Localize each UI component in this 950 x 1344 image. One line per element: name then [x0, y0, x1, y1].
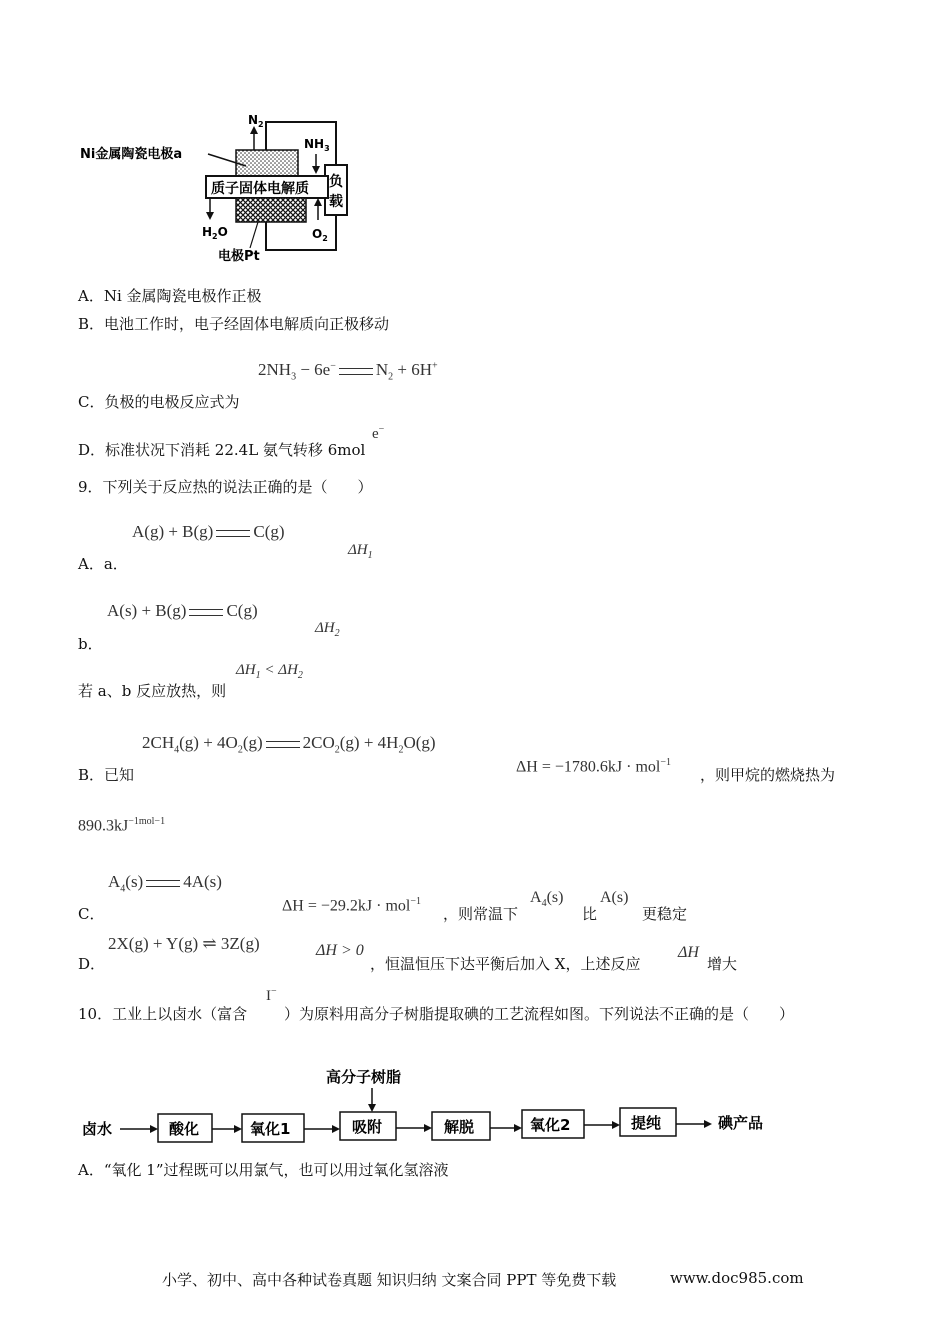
q9-option-b-tail: ，则甲烷的燃烧热为: [700, 766, 836, 784]
ni-electrode: [236, 150, 298, 176]
q8-electron-symbol: e−: [372, 424, 385, 442]
q9-condition-text: 若 a、b 反应放热，则: [78, 682, 227, 700]
svg-text:吸附: 吸附: [352, 1118, 383, 1136]
q10-stem-a: 10．工业上以卤水（富含: [78, 1005, 248, 1023]
flow-step-oxidation-2: [522, 1110, 584, 1138]
svg-text:解脱: 解脱: [444, 1118, 475, 1136]
load-label-2: 载: [329, 194, 343, 210]
q8-option-d: D．标准状况下消耗 22.4L 氨气转移 6mol: [78, 441, 366, 459]
q9-option-a: A．a．: [78, 555, 128, 573]
flow-start-label: 卤水: [82, 1120, 113, 1138]
footer-url[interactable]: www.doc985.com: [670, 1269, 804, 1287]
flow-step-purify: [620, 1108, 676, 1136]
q10-stem-b: ）为原料用高分子树脂提取碘的工艺流程如图。下列说法不正确的是（ ）: [284, 1005, 795, 1023]
q9-option-d-dh: ΔH: [678, 944, 699, 961]
flow-step-oxidation-1: [242, 1114, 304, 1142]
q9-dh2: $\Delta H_2$: [315, 620, 340, 639]
load-label-1: 负: [329, 174, 343, 190]
q9-stem: 9．下列关于反应热的说法正确的是（ ）: [78, 478, 373, 496]
q8-option-b: B．电池工作时，电子经固体电解质向正极移动: [78, 315, 390, 333]
q9-eq-c: $A_4(s)$ 4A(s): [108, 872, 222, 895]
o2-label: $O_2$: [312, 227, 328, 243]
electrode-pt-label: 电极Pt: [218, 249, 260, 264]
q9-eq-methane: $2CH_4(g) + 4O_2(g) 2CO_2(g) + 4H_2O(g)$: [142, 733, 436, 756]
svg-text:提纯: 提纯: [631, 1114, 662, 1132]
electrolyte-label: 质子固体电解质: [211, 181, 309, 197]
q9-option-c-text1: ，则常温下: [443, 905, 519, 923]
resin-label: 高分子树脂: [326, 1068, 402, 1086]
flow-end-label: 碘产品: [718, 1114, 764, 1132]
q9-option-c: C．: [78, 905, 105, 923]
q8-option-c: C．负极的电极反应式为: [78, 393, 240, 411]
q10-option-a: A．“氧化 1”过程既可以用氯气，也可以用过氧化氢溶液: [78, 1161, 449, 1179]
footer-text: 小学、初中、高中各种试卷真题 知识归纳 文案合同 PPT 等免费下载: [162, 1271, 617, 1289]
flow-step-desorb: [432, 1112, 490, 1140]
q9-a4-species: $A_4(s)$: [530, 889, 564, 910]
iodine-process-flowchart: [78, 1062, 798, 1152]
q9-option-d-text1: ，恒温恒压下达平衡后加入 X，上述反应: [370, 955, 641, 973]
q8-equation-c: $2NH_3 - 6e^-$ $N_2 + 6H^+$: [258, 360, 438, 383]
q9-option-d-text2: 增大: [707, 955, 738, 973]
q9-eq-d: 2X(g) + Y(g) ⇌ 3Z(g): [108, 934, 260, 953]
q9-combustion-value: $890.3kJ^{-1mol-1}$: [78, 816, 166, 835]
flow-step-adsorb: [340, 1112, 396, 1140]
q9-dh-d: ΔH > 0: [316, 942, 364, 959]
h2o-label: $H_2O$: [202, 225, 228, 241]
q9-a-species: A(s): [600, 889, 629, 906]
q9-eq-a: A(g) + B(g) C(g): [132, 522, 285, 541]
electrode-a-label: Ni金属陶瓷电极a: [80, 147, 183, 162]
q10-iodide-ion: I−: [266, 986, 277, 1004]
q9-option-b: B．已知: [78, 766, 135, 784]
flow-step-acidify: [158, 1114, 212, 1142]
q9-option-c-text2: 比: [582, 905, 598, 923]
n2-label: $N_2$: [248, 113, 264, 129]
q9-dh-c: ΔH = −29.2kJ · mol$^{-1}$: [282, 896, 421, 915]
nh3-label: $NH_3$: [304, 137, 330, 153]
q9-eq-b: A(s) + B(g) C(g): [107, 601, 258, 620]
fuel-cell-diagram: [78, 110, 388, 270]
svg-text:氧化1: 氧化1: [250, 1120, 291, 1138]
q9-option-c-text3: 更稳定: [642, 905, 688, 923]
q9-condition-formula: $\Delta H_1 < \Delta H_2$: [236, 662, 303, 681]
svg-text:酸化: 酸化: [169, 1120, 200, 1138]
q9-dh1: $\Delta H_1$: [348, 542, 373, 561]
pt-electrode: [236, 198, 306, 222]
svg-text:氧化2: 氧化2: [530, 1116, 571, 1134]
q9-option-d: D．: [78, 955, 106, 973]
q9-option-b-sub: b．: [78, 635, 103, 653]
q8-option-a: A．Ni 金属陶瓷电极作正极: [78, 287, 262, 305]
q9-dh-methane: ΔH = −1780.6kJ · mol$^{-1}$: [516, 757, 671, 776]
